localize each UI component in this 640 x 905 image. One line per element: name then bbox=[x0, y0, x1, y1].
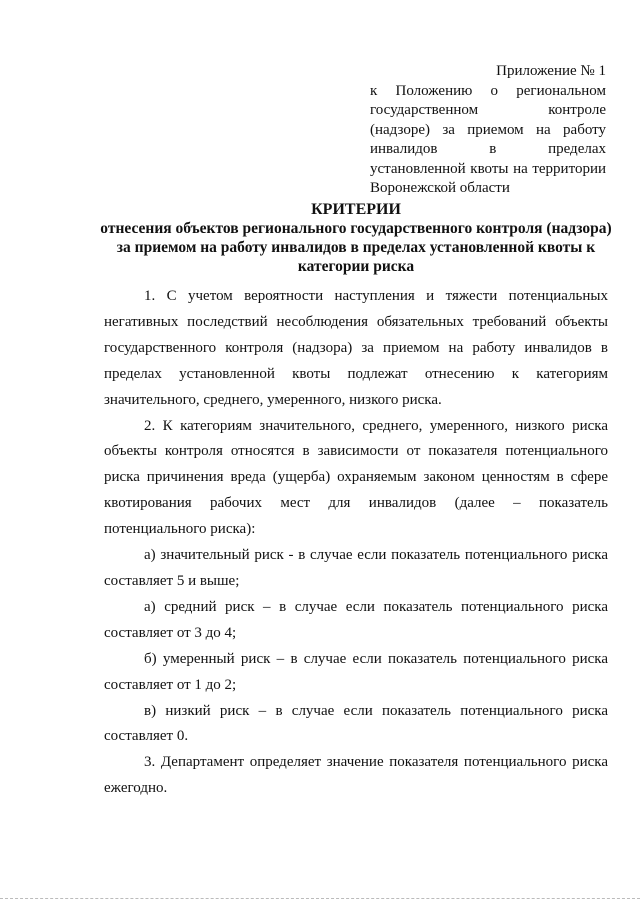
paragraph: в) низкий риск – в случае если показатель потенциального риска составляет 0. bbox=[104, 702, 608, 745]
document-body bbox=[104, 284, 608, 802]
appendix-line: (надзоре) за приемом на работу bbox=[370, 121, 606, 138]
document-title bbox=[96, 200, 616, 276]
paragraph: 2. К категориям значительного, среднего, умеренного, низкого риска объекты контроля относятся в зависимости от показателя потенциального риска причинения вреда (ущерба) охраняемым законом ценностям в сфере квотирования рабочих мест для инвалидов (далее – показатель потенциального риска): bbox=[104, 417, 608, 538]
title-subheading: отнесения объектов регионального государственного контроля (надзора) за приемом на работу инвалидов в пределах установленной квоты к категории риска bbox=[100, 220, 612, 275]
title-heading: КРИТЕРИИ bbox=[311, 201, 401, 218]
appendix-number: Приложение № 1 bbox=[496, 63, 606, 79]
appendix-line: государственном контроле bbox=[370, 102, 606, 118]
paragraph: а) значительный риск - в случае если показатель потенциального риска составляет 5 и выше; bbox=[104, 547, 608, 589]
appendix-block bbox=[370, 62, 606, 199]
paragraph: 1. С учетом вероятности наступления и тяжести потенциальных негативных последствий несоблюдения обязательных требований объекты государственного контроля (надзора) за приемом на работу инвалидов в пределах установленной квоты подлежат отнесению к категориям значительного, среднего, умеренного, низкого риска. bbox=[104, 288, 608, 408]
paragraph: а) средний риск – в случае если показатель потенциального риска составляет от 3 до 4; bbox=[104, 598, 608, 641]
appendix-line: установленной квоты на территории bbox=[370, 160, 606, 177]
appendix-line: инвалидов в пределах bbox=[370, 141, 606, 157]
appendix-line: Воронежской области bbox=[370, 180, 510, 196]
paragraph: б) умеренный риск – в случае если показатель потенциального риска составляет от 1 до 2; bbox=[104, 650, 608, 693]
appendix-line: к Положению о региональном bbox=[370, 82, 606, 99]
paragraph: 3. Департамент определяет значение показателя потенциального риска ежегодно. bbox=[104, 754, 608, 797]
page-bottom-line bbox=[0, 898, 640, 899]
